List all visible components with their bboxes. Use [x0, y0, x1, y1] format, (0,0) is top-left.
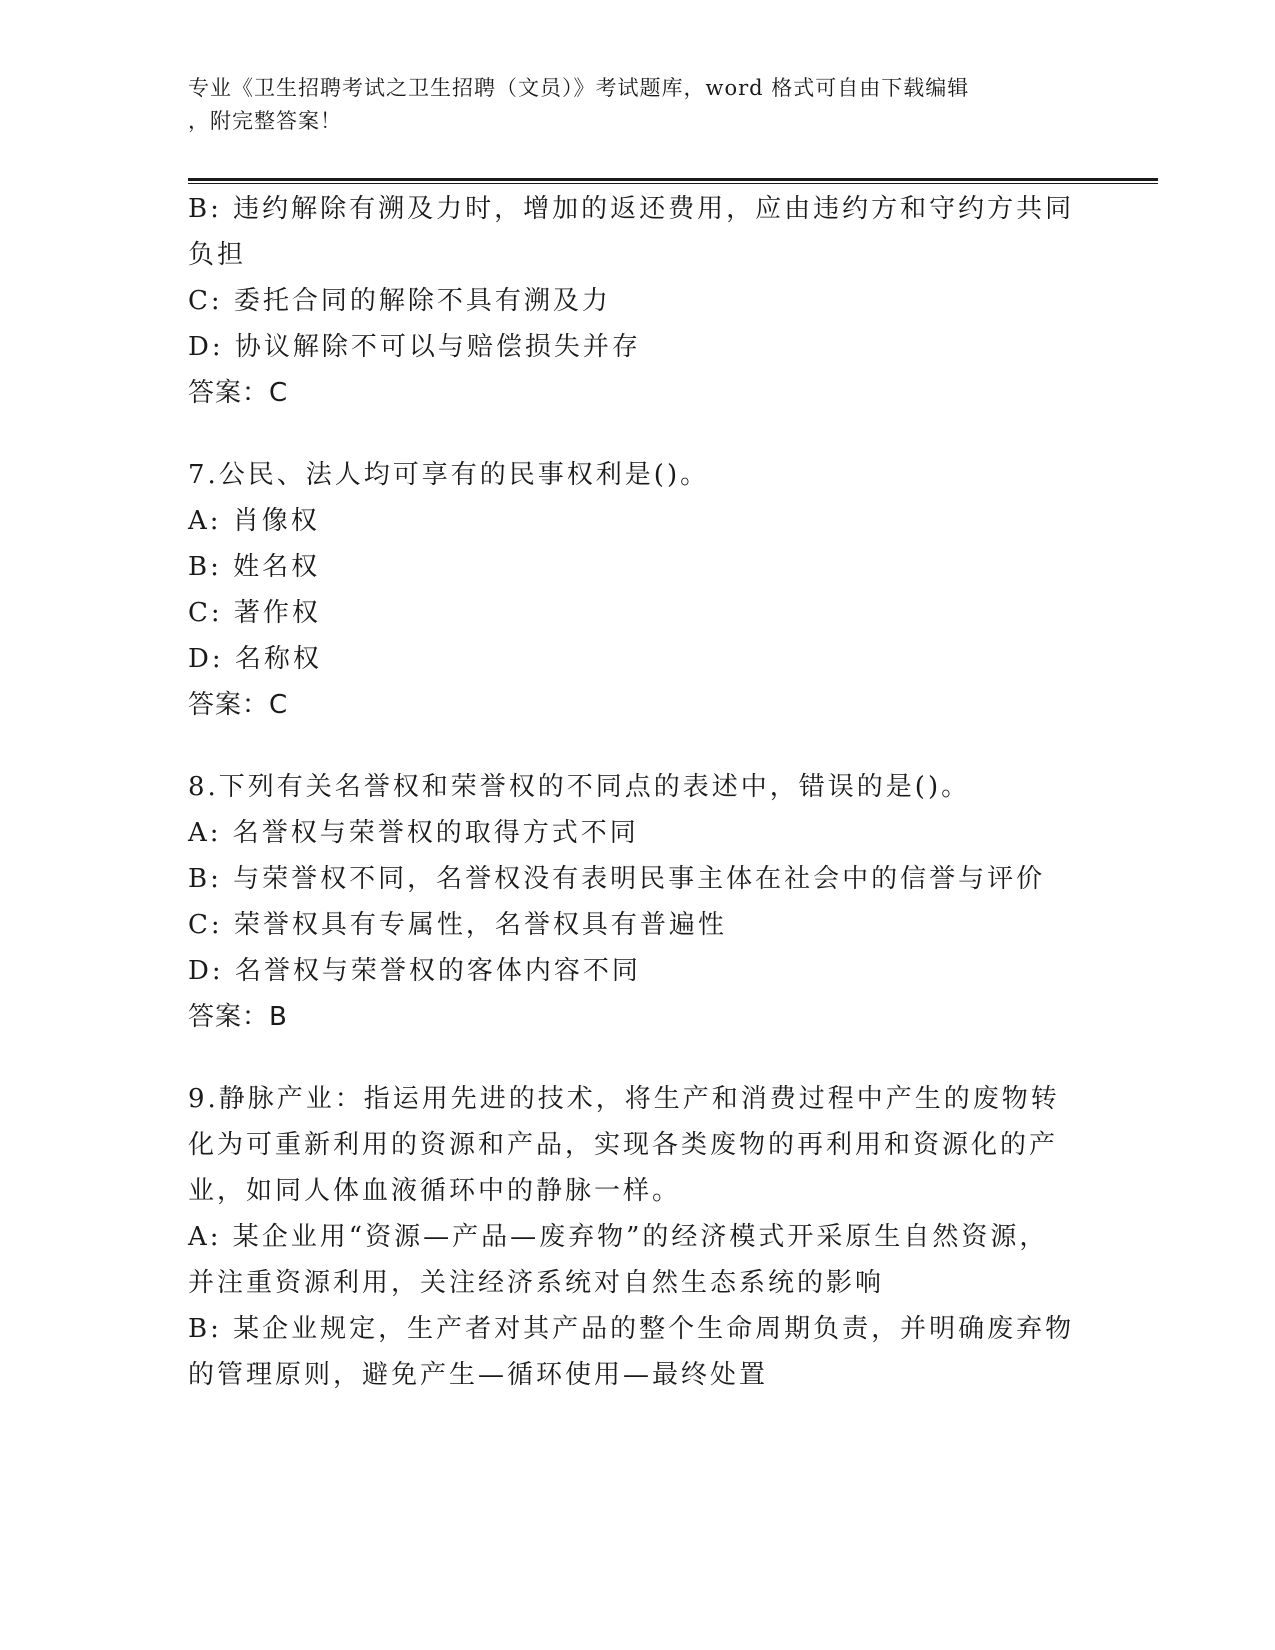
option-c: C: 著作权 — [188, 598, 321, 628]
answer: 答案：B — [188, 1002, 288, 1032]
question-8 — [188, 764, 1078, 1040]
question-9 — [188, 1076, 1078, 1398]
answer: 答案：C — [188, 378, 289, 408]
header-line-2: ，附完整答案！ — [188, 109, 342, 133]
option-b: B: 姓名权 — [188, 552, 321, 582]
question-stem: 7.公民、法人均可享有的民事权利是()。 — [188, 460, 710, 490]
option-b: B: 与荣誉权不同，名誉权没有表明民事主体在社会中的信誉与评价 — [188, 864, 1046, 894]
document-body — [188, 186, 1078, 1398]
option-b-line-1: B: 某企业规定，生产者对其产品的整个生命周期负责，并明确废弃物 — [188, 1314, 1075, 1344]
option-b-line-2: 负担 — [188, 240, 247, 270]
option-c: C: 荣誉权具有专属性，名誉权具有普遍性 — [188, 910, 727, 940]
option-b-line-1: B: 违约解除有溯及力时，增加的返还费用，应由违约方和守约方共同 — [188, 194, 1075, 224]
option-d: D: 协议解除不可以与赔偿损失并存 — [188, 332, 641, 362]
header-rule-thin — [188, 183, 1158, 184]
option-d: D: 名誉权与荣誉权的客体内容不同 — [188, 956, 641, 986]
question-stem-line-1: 9.静脉产业：指运用先进的技术，将生产和消费过程中产生的废物转 — [188, 1084, 1060, 1114]
option-a-line-2: 并注重资源利用，关注经济系统对自然生态系统的影响 — [188, 1268, 885, 1298]
question-6-partial — [188, 186, 1078, 416]
option-b-line-2: 的管理原则，避免产生—循环使用—最终处置 — [188, 1360, 769, 1390]
question-stem: 8.下列有关名誉权和荣誉权的不同点的表述中，错误的是()。 — [188, 772, 971, 802]
header-line-1: 专业《卫生招聘考试之卫生招聘（文员）》考试题库，word 格式可自由下载编辑 — [188, 76, 970, 100]
option-a: A: 肖像权 — [188, 506, 320, 536]
answer: 答案：C — [188, 690, 289, 720]
document-header — [188, 72, 1068, 138]
question-7 — [188, 452, 1078, 728]
option-c: C: 委托合同的解除不具有溯及力 — [188, 286, 611, 316]
option-a-line-1: A: 某企业用“资源—产品—废弃物”的经济模式开采原生自然资源， — [188, 1222, 1049, 1252]
option-a: A: 名誉权与荣誉权的取得方式不同 — [188, 818, 639, 848]
header-rule-thick — [188, 178, 1158, 181]
question-stem-line-2: 化为可重新利用的资源和产品，实现各类废物的再利用和资源化的产 — [188, 1130, 1059, 1160]
option-d: D: 名称权 — [188, 644, 322, 674]
question-stem-line-3: 业，如同人体血液循环中的静脉一样。 — [188, 1176, 682, 1206]
